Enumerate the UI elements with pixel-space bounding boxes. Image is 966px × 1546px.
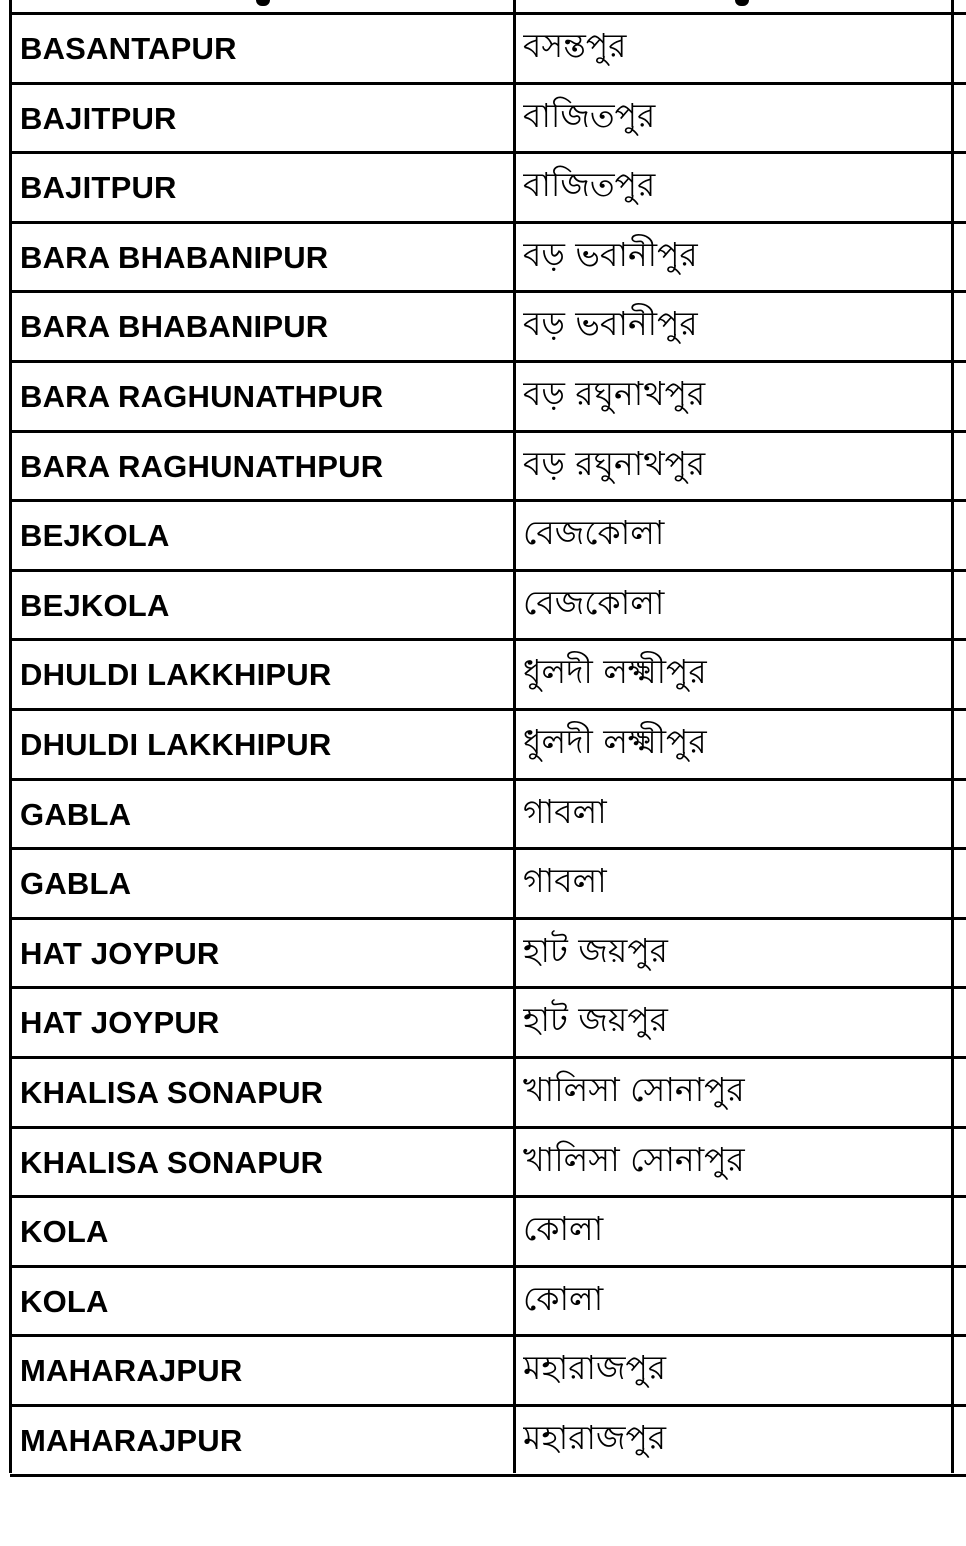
cell-bengali-name: বাজিতপুর <box>523 165 656 205</box>
cell-english-name: KOLA <box>20 1214 109 1250</box>
cell-bengali-name: বেজকোলা <box>523 582 665 622</box>
cell-english-name: BAJITPUR <box>20 100 177 136</box>
cell-bengali-name: বাজিতপুর <box>523 95 656 135</box>
cell-bengali-name: খালিসা সোনাপুর <box>523 1139 745 1179</box>
cell-english-name: HAT JOYPUR <box>20 1005 220 1041</box>
cell-english-name: GABLA <box>20 796 132 832</box>
cell-bengali-name: গাবলা <box>523 861 607 901</box>
cell-english-name: KHALISA SONAPUR <box>20 1075 324 1110</box>
cell-bengali-name: মহারাজপুর <box>523 1348 667 1388</box>
cell-bengali-name: ধুলদী লক্ষ্মীপুর <box>523 652 707 692</box>
cell-english-name: DHULDI LAKKHIPUR <box>20 657 332 693</box>
cell-bengali-name: বড় রঘুনাথপুর <box>523 443 706 483</box>
cell-english-name: BASANTAPUR <box>20 31 237 66</box>
cell-english-name: DHULDI LAKKHIPUR <box>20 727 332 762</box>
cell-bengali-name: কোলা <box>523 1278 604 1318</box>
cell-english-name: KOLA <box>20 1283 109 1319</box>
cell-bengali-name: বড় রঘুনাথপুর <box>523 374 706 413</box>
cell-english-name: MAHARAJPUR <box>20 1423 243 1458</box>
cell-english-name: HAT JOYPUR <box>20 935 220 971</box>
cell-bengali-name: হাট জয়পুর <box>523 930 668 970</box>
cell-english-name: MAHARAJPUR <box>20 1353 243 1389</box>
cropped-text-fragment <box>735 0 749 6</box>
cell-english-name: BARA RAGHUNATHPUR <box>20 379 384 414</box>
cell-bengali-name: কোলা <box>523 1209 604 1249</box>
cell-english-name: BARA RAGHUNATHPUR <box>20 448 384 484</box>
cell-english-name: BAJITPUR <box>20 170 177 206</box>
cell-bengali-name: ধুলদী লক্ষ্মীপুর <box>523 722 707 761</box>
cell-bengali-name: বেজকোলা <box>523 513 665 553</box>
grid-line-horizontal <box>10 1474 966 1477</box>
cell-bengali-name: বড় ভবানীপুর <box>523 234 698 274</box>
cell-bengali-name: গাবলা <box>523 791 607 831</box>
cell-english-name: BEJKOLA <box>20 587 170 623</box>
cell-english-name: KHALISA SONAPUR <box>20 1144 324 1180</box>
cell-bengali-name: হাট জয়পুর <box>523 1000 668 1040</box>
cropped-text-fragment <box>256 0 270 6</box>
cell-english-name: BEJKOLA <box>20 518 170 554</box>
cell-bengali-name: বড় ভবানীপুর <box>523 304 698 344</box>
cell-english-name: BARA BHABANIPUR <box>20 309 329 345</box>
cell-bengali-name: বসন্তপুর <box>523 26 627 65</box>
cell-bengali-name: মহারাজপুর <box>523 1418 667 1457</box>
cell-bengali-name: খালিসা সোনাপুর <box>523 1070 745 1109</box>
cell-english-name: GABLA <box>20 866 132 902</box>
cell-english-name: BARA BHABANIPUR <box>20 239 329 275</box>
